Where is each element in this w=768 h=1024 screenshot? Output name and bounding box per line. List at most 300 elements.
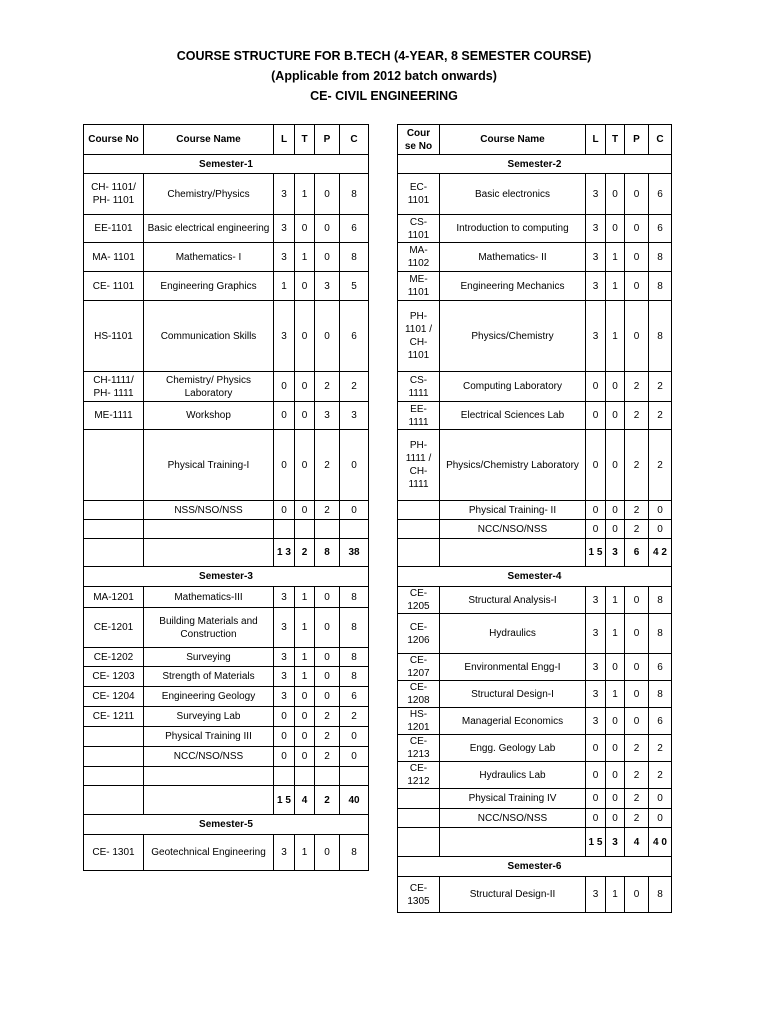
course-name-cell: Basic electronics xyxy=(440,174,586,215)
practical-cell: 0 xyxy=(625,587,649,614)
credit-cell: 8 xyxy=(649,877,672,913)
tutorial-cell xyxy=(295,767,315,786)
practical-cell: 0 xyxy=(315,608,340,648)
header-row xyxy=(398,125,672,155)
lecture-cell: 1 xyxy=(274,272,295,301)
tutorial-cell: 0 xyxy=(606,708,625,735)
course-row xyxy=(84,402,369,430)
tutorial-cell: 1 xyxy=(606,877,625,913)
practical-cell: 0 xyxy=(315,301,340,372)
course-row xyxy=(398,520,672,539)
course-row xyxy=(398,735,672,762)
course-name-cell: Mathematics- II xyxy=(440,243,586,272)
course-name-cell: NCC/NSO/NSS xyxy=(440,520,586,539)
course-name-cell: Chemistry/Physics xyxy=(144,174,274,215)
course-row xyxy=(84,707,369,727)
course-no-cell: HS-1101 xyxy=(84,301,144,372)
lecture-cell: 3 xyxy=(586,272,606,301)
lecture-cell: 3 xyxy=(586,654,606,681)
course-no-cell xyxy=(398,828,440,857)
credit-cell: 8 xyxy=(649,681,672,708)
course-name-cell: Physical Training III xyxy=(144,727,274,747)
tutorial-cell: 1 xyxy=(606,681,625,708)
course-row xyxy=(398,243,672,272)
course-no-cell: CE- 1203 xyxy=(84,667,144,687)
credit-cell: 4 2 xyxy=(649,539,672,567)
column-header: T xyxy=(606,125,625,155)
course-row xyxy=(84,520,369,539)
course-name-cell: Engg. Geology Lab xyxy=(440,735,586,762)
course-no-cell xyxy=(84,747,144,767)
tutorial-cell: 1 xyxy=(295,648,315,667)
course-no-cell: PH- 1111 / CH- 1111 xyxy=(398,430,440,501)
course-row xyxy=(398,272,672,301)
credit-cell: 6 xyxy=(340,301,369,372)
course-name-cell: Basic electrical engineering xyxy=(144,215,274,243)
course-no-cell xyxy=(398,809,440,828)
course-name-cell: Managerial Economics xyxy=(440,708,586,735)
semester-label: Semester-5 xyxy=(84,815,369,835)
course-row xyxy=(84,835,369,871)
credit-cell: 0 xyxy=(340,430,369,501)
lecture-cell: 0 xyxy=(274,501,295,520)
course-name-cell: Engineering Graphics xyxy=(144,272,274,301)
course-no-cell: CE-1202 xyxy=(84,648,144,667)
tutorial-cell: 0 xyxy=(295,430,315,501)
lecture-cell: 3 xyxy=(274,835,295,871)
practical-cell: 2 xyxy=(625,809,649,828)
practical-cell: 2 xyxy=(315,786,340,815)
credit-cell: 8 xyxy=(340,835,369,871)
course-no-cell xyxy=(398,501,440,520)
semester-row xyxy=(84,815,369,835)
credit-cell: 0 xyxy=(649,789,672,809)
lecture-cell: 0 xyxy=(586,762,606,789)
course-name-cell xyxy=(440,828,586,857)
credit-cell: 4 0 xyxy=(649,828,672,857)
course-no-cell: CE-1205 xyxy=(398,587,440,614)
course-no-cell xyxy=(84,520,144,539)
practical-cell: 2 xyxy=(625,762,649,789)
lecture-cell: 0 xyxy=(274,402,295,430)
course-no-cell xyxy=(84,539,144,567)
column-header: Cour se No xyxy=(398,125,440,155)
tutorial-cell: 0 xyxy=(606,430,625,501)
lecture-cell: 3 xyxy=(274,687,295,707)
column-header: P xyxy=(625,125,649,155)
lecture-cell: 3 xyxy=(274,587,295,608)
semester-label: Semester-4 xyxy=(398,567,672,587)
tutorial-cell: 0 xyxy=(295,501,315,520)
course-name-cell: Geotechnical Engineering xyxy=(144,835,274,871)
course-name-cell: Mathematics-III xyxy=(144,587,274,608)
practical-cell: 2 xyxy=(625,501,649,520)
practical-cell: 0 xyxy=(315,174,340,215)
semester-row xyxy=(84,155,369,174)
semester-row xyxy=(398,155,672,174)
course-name-cell: Physics/Chemistry xyxy=(440,301,586,372)
tutorial-cell: 1 xyxy=(606,587,625,614)
course-no-cell: MA- 1101 xyxy=(84,243,144,272)
course-row xyxy=(84,174,369,215)
credit-cell: 0 xyxy=(649,809,672,828)
practical-cell: 0 xyxy=(315,215,340,243)
semester-label: Semester-6 xyxy=(398,857,672,877)
practical-cell: 2 xyxy=(315,430,340,501)
course-name-cell: Physical Training IV xyxy=(440,789,586,809)
tutorial-cell: 4 xyxy=(295,786,315,815)
course-no-cell: CE-1206 xyxy=(398,614,440,654)
course-name-cell: Computing Laboratory xyxy=(440,372,586,402)
credit-cell: 0 xyxy=(340,501,369,520)
lecture-cell: 3 xyxy=(586,877,606,913)
course-no-cell: CE-1305 xyxy=(398,877,440,913)
course-row xyxy=(398,654,672,681)
lecture-cell: 0 xyxy=(586,402,606,430)
course-row xyxy=(84,608,369,648)
practical-cell: 2 xyxy=(315,747,340,767)
course-name-cell xyxy=(144,767,274,786)
document-title xyxy=(0,46,768,106)
course-name-cell: Chemistry/ Physics Laboratory xyxy=(144,372,274,402)
tutorial-cell: 0 xyxy=(295,687,315,707)
course-table-left xyxy=(83,124,369,871)
credit-cell: 2 xyxy=(649,735,672,762)
lecture-cell: 0 xyxy=(586,501,606,520)
header-row xyxy=(84,125,369,155)
course-name-cell: Hydraulics Lab xyxy=(440,762,586,789)
course-no-cell: EC- 1101 xyxy=(398,174,440,215)
credit-cell: 0 xyxy=(649,520,672,539)
course-name-cell: Surveying xyxy=(144,648,274,667)
tutorial-cell: 3 xyxy=(606,828,625,857)
course-name-cell: Physics/Chemistry Laboratory xyxy=(440,430,586,501)
lecture-cell: 3 xyxy=(274,608,295,648)
tutorial-cell: 0 xyxy=(606,402,625,430)
credit-cell: 8 xyxy=(649,614,672,654)
lecture-cell: 0 xyxy=(274,707,295,727)
practical-cell: 0 xyxy=(315,687,340,707)
tutorial-cell: 0 xyxy=(606,789,625,809)
tutorial-cell: 1 xyxy=(295,835,315,871)
credit-cell: 8 xyxy=(649,243,672,272)
course-row xyxy=(398,174,672,215)
practical-cell: 8 xyxy=(315,539,340,567)
practical-cell: 0 xyxy=(625,614,649,654)
course-no-cell xyxy=(398,520,440,539)
course-no-cell: CE- 1211 xyxy=(84,707,144,727)
total-row xyxy=(398,539,672,567)
lecture-cell: 0 xyxy=(586,430,606,501)
practical-cell: 2 xyxy=(315,707,340,727)
course-no-cell: CE-1208 xyxy=(398,681,440,708)
tutorial-cell: 2 xyxy=(295,539,315,567)
title-line-3: CE- CIVIL ENGINEERING xyxy=(310,89,458,103)
course-name-cell: Physical Training-I xyxy=(144,430,274,501)
course-no-cell xyxy=(84,786,144,815)
lecture-cell: 1 5 xyxy=(586,828,606,857)
practical-cell: 0 xyxy=(625,877,649,913)
course-name-cell: Electrical Sciences Lab xyxy=(440,402,586,430)
course-name-cell: Workshop xyxy=(144,402,274,430)
tutorial-cell: 0 xyxy=(295,372,315,402)
course-no-cell xyxy=(84,727,144,747)
lecture-cell: 3 xyxy=(274,174,295,215)
column-header: Course Name xyxy=(440,125,586,155)
course-no-cell: CE- 1204 xyxy=(84,687,144,707)
tutorial-cell: 0 xyxy=(295,215,315,243)
practical-cell: 0 xyxy=(315,648,340,667)
lecture-cell: 0 xyxy=(586,735,606,762)
column-header: L xyxy=(586,125,606,155)
credit-cell: 2 xyxy=(340,372,369,402)
course-name-cell: Structural Design-II xyxy=(440,877,586,913)
semester-row xyxy=(84,567,369,587)
course-row xyxy=(84,372,369,402)
practical-cell: 2 xyxy=(315,727,340,747)
credit-cell: 6 xyxy=(649,174,672,215)
course-no-cell: EE- 1111 xyxy=(398,402,440,430)
practical-cell: 3 xyxy=(315,272,340,301)
lecture-cell: 1 5 xyxy=(274,786,295,815)
course-name-cell: Engineering Mechanics xyxy=(440,272,586,301)
credit-cell xyxy=(340,520,369,539)
course-no-cell: ME-1111 xyxy=(84,402,144,430)
course-row xyxy=(84,301,369,372)
course-name-cell: Communication Skills xyxy=(144,301,274,372)
semester-label: Semester-1 xyxy=(84,155,369,174)
tutorial-cell: 0 xyxy=(295,402,315,430)
practical-cell: 0 xyxy=(625,215,649,243)
credit-cell: 8 xyxy=(649,272,672,301)
title-line-2: (Applicable from 2012 batch onwards) xyxy=(271,69,497,83)
course-no-cell xyxy=(398,539,440,567)
lecture-cell: 0 xyxy=(586,520,606,539)
credit-cell: 6 xyxy=(340,215,369,243)
course-row xyxy=(398,402,672,430)
lecture-cell: 0 xyxy=(274,747,295,767)
practical-cell: 0 xyxy=(315,835,340,871)
lecture-cell xyxy=(274,767,295,786)
course-row xyxy=(398,215,672,243)
course-name-cell: NSS/NSO/NSS xyxy=(144,501,274,520)
tutorial-cell: 0 xyxy=(606,735,625,762)
course-row xyxy=(398,614,672,654)
course-name-cell xyxy=(144,539,274,567)
tutorial-cell: 1 xyxy=(606,243,625,272)
course-row xyxy=(84,272,369,301)
course-row xyxy=(398,789,672,809)
tutorial-cell: 1 xyxy=(606,272,625,301)
course-name-cell: Engineering Geology xyxy=(144,687,274,707)
course-no-cell: CS- 1111 xyxy=(398,372,440,402)
tutorial-cell: 0 xyxy=(606,501,625,520)
practical-cell: 0 xyxy=(625,272,649,301)
course-no-cell: CS- 1101 xyxy=(398,215,440,243)
credit-cell: 2 xyxy=(649,762,672,789)
course-name-cell: Surveying Lab xyxy=(144,707,274,727)
practical-cell: 2 xyxy=(625,372,649,402)
course-name-cell xyxy=(144,786,274,815)
lecture-cell: 3 xyxy=(586,174,606,215)
course-row xyxy=(398,762,672,789)
course-name-cell: Environmental Engg-I xyxy=(440,654,586,681)
course-name-cell: NCC/NSO/NSS xyxy=(144,747,274,767)
practical-cell xyxy=(315,520,340,539)
credit-cell: 8 xyxy=(340,667,369,687)
practical-cell: 3 xyxy=(315,402,340,430)
lecture-cell: 3 xyxy=(586,243,606,272)
tutorial-cell: 0 xyxy=(606,762,625,789)
course-name-cell: Structural Analysis-I xyxy=(440,587,586,614)
credit-cell: 8 xyxy=(340,608,369,648)
course-row xyxy=(398,587,672,614)
tutorial-cell: 0 xyxy=(606,215,625,243)
credit-cell: 6 xyxy=(649,215,672,243)
semester-row xyxy=(398,857,672,877)
credit-cell: 2 xyxy=(649,372,672,402)
course-row xyxy=(84,587,369,608)
course-row xyxy=(398,877,672,913)
credit-cell: 8 xyxy=(649,587,672,614)
tutorial-cell: 0 xyxy=(295,272,315,301)
credit-cell: 2 xyxy=(649,430,672,501)
credit-cell: 6 xyxy=(649,654,672,681)
column-header: L xyxy=(274,125,295,155)
practical-cell: 2 xyxy=(625,402,649,430)
tutorial-cell: 1 xyxy=(295,243,315,272)
course-no-cell xyxy=(398,789,440,809)
course-no-cell xyxy=(84,501,144,520)
course-no-cell: CE-1212 xyxy=(398,762,440,789)
practical-cell: 2 xyxy=(625,789,649,809)
course-row xyxy=(84,727,369,747)
semester-label: Semester-3 xyxy=(84,567,369,587)
column-header: C xyxy=(649,125,672,155)
course-row xyxy=(84,430,369,501)
lecture-cell: 0 xyxy=(586,789,606,809)
semester-row xyxy=(398,567,672,587)
tutorial-cell: 1 xyxy=(295,667,315,687)
semester-label: Semester-2 xyxy=(398,155,672,174)
practical-cell: 0 xyxy=(625,243,649,272)
course-name-cell xyxy=(440,539,586,567)
credit-cell: 8 xyxy=(649,301,672,372)
lecture-cell: 1 3 xyxy=(274,539,295,567)
credit-cell: 8 xyxy=(340,243,369,272)
course-row xyxy=(84,747,369,767)
lecture-cell: 3 xyxy=(586,708,606,735)
lecture-cell: 3 xyxy=(274,215,295,243)
course-row xyxy=(84,648,369,667)
tutorial-cell: 0 xyxy=(295,707,315,727)
total-row xyxy=(398,828,672,857)
course-name-cell: Building Materials and Construction xyxy=(144,608,274,648)
lecture-cell: 0 xyxy=(586,372,606,402)
course-name-cell: Hydraulics xyxy=(440,614,586,654)
course-no-cell: CE-1201 xyxy=(84,608,144,648)
practical-cell: 4 xyxy=(625,828,649,857)
course-row xyxy=(398,501,672,520)
practical-cell: 0 xyxy=(625,708,649,735)
credit-cell: 2 xyxy=(340,707,369,727)
practical-cell: 0 xyxy=(315,587,340,608)
course-name-cell: Physical Training- II xyxy=(440,501,586,520)
course-no-cell: HS-1201 xyxy=(398,708,440,735)
tutorial-cell: 1 xyxy=(295,587,315,608)
tutorial-cell: 0 xyxy=(606,372,625,402)
column-header: T xyxy=(295,125,315,155)
course-name-cell: Introduction to computing xyxy=(440,215,586,243)
credit-cell: 6 xyxy=(340,687,369,707)
lecture-cell: 0 xyxy=(274,372,295,402)
credit-cell: 0 xyxy=(340,747,369,767)
credit-cell: 40 xyxy=(340,786,369,815)
practical-cell: 2 xyxy=(625,520,649,539)
tutorial-cell: 0 xyxy=(606,654,625,681)
lecture-cell: 3 xyxy=(586,587,606,614)
practical-cell: 2 xyxy=(315,372,340,402)
practical-cell: 0 xyxy=(625,174,649,215)
course-name-cell: Strength of Materials xyxy=(144,667,274,687)
course-row xyxy=(398,430,672,501)
credit-cell: 8 xyxy=(340,648,369,667)
lecture-cell: 3 xyxy=(274,243,295,272)
title-line-1: COURSE STRUCTURE FOR B.TECH (4-YEAR, 8 SEMESTER COURSE) xyxy=(176,49,592,63)
course-row xyxy=(398,809,672,828)
lecture-cell: 3 xyxy=(274,301,295,372)
practical-cell: 0 xyxy=(625,654,649,681)
tutorial-cell: 3 xyxy=(606,539,625,567)
course-no-cell: EE-1101 xyxy=(84,215,144,243)
course-no-cell: PH- 1101 / CH- 1101 xyxy=(398,301,440,372)
tutorial-cell: 1 xyxy=(295,174,315,215)
course-no-cell: CH- 1101/ PH- 1101 xyxy=(84,174,144,215)
tutorial-cell: 0 xyxy=(295,301,315,372)
credit-cell: 0 xyxy=(340,727,369,747)
total-row xyxy=(84,539,369,567)
tutorial-cell: 0 xyxy=(295,727,315,747)
tutorial-cell: 0 xyxy=(606,809,625,828)
course-name-cell: Structural Design-I xyxy=(440,681,586,708)
credit-cell: 8 xyxy=(340,587,369,608)
tutorial-cell: 0 xyxy=(606,520,625,539)
credit-cell: 5 xyxy=(340,272,369,301)
tutorial-cell: 1 xyxy=(295,608,315,648)
course-table-right xyxy=(397,124,672,913)
course-no-cell: MA- 1102 xyxy=(398,243,440,272)
course-row xyxy=(398,372,672,402)
course-no-cell xyxy=(84,767,144,786)
course-row xyxy=(84,215,369,243)
lecture-cell xyxy=(274,520,295,539)
practical-cell: 2 xyxy=(315,501,340,520)
column-header: P xyxy=(315,125,340,155)
total-row xyxy=(84,786,369,815)
tutorial-cell xyxy=(295,520,315,539)
column-header: Course Name xyxy=(144,125,274,155)
lecture-cell: 0 xyxy=(586,809,606,828)
course-row xyxy=(398,681,672,708)
tutorial-cell: 1 xyxy=(606,614,625,654)
lecture-cell: 3 xyxy=(586,681,606,708)
practical-cell xyxy=(315,767,340,786)
course-row xyxy=(84,687,369,707)
credit-cell: 0 xyxy=(649,501,672,520)
practical-cell: 0 xyxy=(625,301,649,372)
lecture-cell: 3 xyxy=(586,215,606,243)
course-no-cell: CE- 1213 xyxy=(398,735,440,762)
